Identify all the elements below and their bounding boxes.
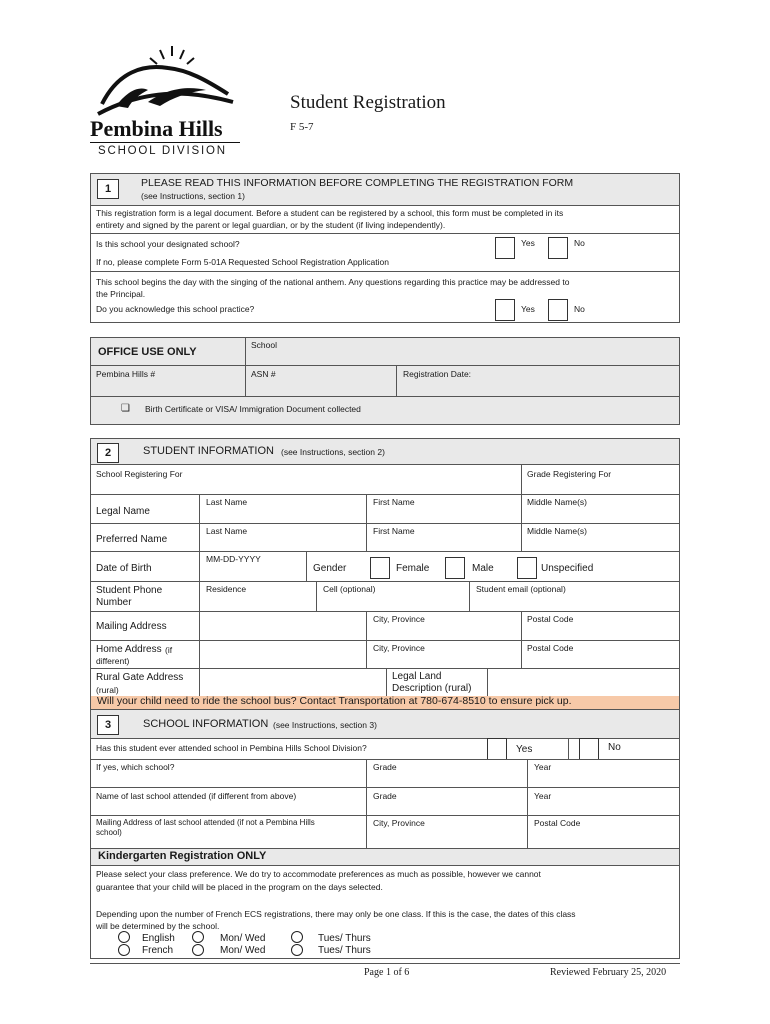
postal-code-label: Postal Code — [534, 818, 581, 828]
bus-notice — [90, 696, 680, 709]
ack-yes-checkbox[interactable] — [495, 299, 515, 321]
which-school-label: If yes, which school? — [96, 762, 175, 772]
kinder-heading: Kindergarten Registration ONLY — [98, 850, 267, 862]
logo — [88, 42, 243, 160]
rural-gate-label-2: (rural) — [96, 685, 119, 695]
year-label: Year — [534, 762, 552, 772]
mon-wed-label: Mon/ Wed — [220, 945, 266, 956]
french-monwed-radio[interactable] — [192, 944, 204, 956]
section-2-header — [91, 439, 679, 464]
pembina-number-label: Pembina Hills # — [96, 369, 156, 379]
female-label: Female — [396, 563, 430, 574]
city-province-label: City, Province — [373, 818, 425, 828]
dob-format: MM-DD-YYYY — [206, 554, 261, 564]
section-heading: STUDENT INFORMATION — [143, 445, 274, 457]
yes-label: Yes — [521, 304, 535, 314]
last-school-address-row — [91, 815, 679, 848]
section-heading: SCHOOL INFORMATION — [143, 718, 269, 730]
city-province-label: City, Province — [373, 614, 425, 624]
mailing-row — [91, 611, 679, 640]
office-school-label: School — [251, 340, 277, 350]
no-label: No — [574, 304, 585, 314]
kinder-heading-row — [91, 848, 679, 865]
postal-code-label: Postal Code — [527, 614, 574, 624]
kinder-pref-text-2: guarantee that your child will be placed in the program on the days selected. — [96, 882, 383, 892]
home-address-if: (if — [165, 645, 173, 655]
no-label: No — [608, 742, 621, 753]
male-checkbox[interactable] — [445, 557, 465, 579]
logo-hills-icon — [88, 42, 243, 122]
anthem-text-2: the Principal. — [96, 289, 146, 299]
middle-name-label: Middle Name(s) — [527, 497, 587, 507]
legal-land-label-2: Description (rural) — [392, 683, 472, 694]
mailing-label: Mailing Address — [96, 621, 167, 632]
first-name-label: First Name — [373, 526, 415, 536]
rural-gate-label: Rural Gate Address — [96, 672, 184, 683]
ack-no-checkbox[interactable] — [548, 299, 568, 321]
dob-row — [91, 551, 679, 581]
yes-label: Yes — [521, 238, 535, 248]
phone-row — [91, 581, 679, 611]
anthem-text: This school begins the day with the singing of the national anthem. Any questions regarding this practice may be addressed to — [96, 277, 570, 287]
middle-name-label: Middle Name(s) — [527, 526, 587, 536]
french-radio[interactable] — [118, 944, 130, 956]
mon-wed-label: Mon/ Wed — [220, 933, 266, 944]
last-school-address-label-2: school) — [96, 828, 122, 837]
page-number: Page 1 of 6 — [364, 967, 410, 978]
home-address-label-2: different) — [96, 656, 130, 666]
kinder-french-text-2: will be determined by the school. — [96, 921, 220, 931]
female-checkbox[interactable] — [370, 557, 390, 579]
home-address-label: Home Address — [96, 644, 162, 655]
office-heading: OFFICE USE ONLY — [98, 346, 197, 358]
section-2 — [90, 438, 680, 698]
preferred-name-label: Preferred Name — [96, 534, 168, 545]
english-tuesthurs-radio[interactable] — [291, 931, 303, 943]
registration-date-label: Registration Date: — [403, 369, 472, 379]
last-school-row — [91, 787, 679, 815]
section-3 — [90, 709, 680, 959]
document-collected-label: Birth Certificate or VISA/ Immigration Document collected — [145, 404, 361, 414]
grade-label: Grade — [373, 791, 397, 801]
designated-row — [91, 233, 679, 271]
male-label: Male — [472, 563, 494, 574]
tues-thurs-label: Tues/ Thurs — [318, 945, 371, 956]
unspecified-label: Unspecified — [541, 563, 594, 574]
legal-land-label: Legal Land — [392, 671, 442, 682]
legal-name-row — [91, 494, 679, 523]
anthem-row — [91, 271, 679, 323]
attended-yes-checkbox[interactable] — [487, 738, 507, 760]
legal-name-label: Legal Name — [96, 506, 150, 517]
section-subheading: (see Instructions, section 3) — [273, 720, 377, 730]
english-monwed-radio[interactable] — [192, 931, 204, 943]
if-no-note: If no, please complete Form 5-01A Requested School Registration Application — [96, 257, 389, 267]
english-label: English — [142, 933, 175, 944]
section-number: 2 — [97, 443, 119, 463]
document-checkbox[interactable]: ❏ — [121, 403, 130, 414]
intro-text-2: entirety and signed by the parent or legal guardian, or by the student (if living independently). — [96, 220, 446, 230]
attended-no-checkbox[interactable] — [579, 738, 599, 760]
section-1-header — [91, 174, 679, 205]
dob-label: Date of Birth — [96, 563, 152, 574]
which-school-row — [91, 759, 679, 787]
preferred-name-row — [91, 523, 679, 551]
postal-code-label: Postal Code — [527, 643, 574, 653]
asn-label: ASN # — [251, 369, 276, 379]
section-number: 1 — [97, 179, 119, 199]
cell-label: Cell (optional) — [323, 584, 376, 594]
french-tuesthurs-radio[interactable] — [291, 944, 303, 956]
tues-thurs-label: Tues/ Thurs — [318, 933, 371, 944]
school-registering-row — [91, 464, 679, 494]
ack-question: Do you acknowledge this school practice? — [96, 304, 255, 314]
section-1 — [90, 173, 680, 323]
section-number: 3 — [97, 715, 119, 735]
english-radio[interactable] — [118, 931, 130, 943]
attended-row — [91, 738, 679, 759]
city-province-label: City, Province — [373, 643, 425, 653]
org-subtitle: SCHOOL DIVISION — [98, 145, 227, 157]
last-school-address-label: Mailing Address of last school attended (if not a Pembina Hills — [96, 818, 315, 827]
attended-question: Has this student ever attended school in Pembina Hills School Division? — [96, 743, 367, 753]
phone-label: Student Phone — [96, 585, 163, 596]
designated-no-checkbox[interactable] — [548, 237, 568, 259]
grade-label: Grade — [373, 762, 397, 772]
section-subheading: (see Instructions, section 2) — [281, 447, 385, 457]
intro-row — [91, 205, 679, 233]
kinder-french-text: Depending upon the number of French ECS registrations, there may only be one class. If this is the case, the dates of this class — [96, 909, 576, 919]
french-label: French — [142, 945, 174, 956]
school-registering-label: School Registering For — [96, 469, 183, 479]
designated-question: Is this school your designated school? — [96, 239, 240, 249]
year-label: Year — [534, 791, 552, 801]
footer-divider — [90, 963, 680, 964]
org-name-underline — [90, 142, 240, 143]
intro-text: This registration form is a legal document. Before a student can be registered by a school, this form must be completed in its — [96, 208, 564, 218]
section-3-header — [91, 710, 679, 738]
grade-registering-label: Grade Registering For — [527, 469, 612, 479]
section-heading: PLEASE READ THIS INFORMATION BEFORE COMPLETING THE REGISTRATION FORM — [141, 177, 574, 189]
section-subheading: (see Instructions, section 1) — [141, 191, 245, 201]
no-label: No — [574, 238, 585, 248]
office-use-section — [90, 337, 680, 425]
org-name: Pembina Hills — [90, 116, 223, 141]
rural-gate-row — [91, 668, 679, 698]
last-name-label: Last Name — [206, 526, 248, 536]
residence-label: Residence — [206, 584, 247, 594]
page-title: Student Registration — [290, 92, 446, 113]
kinder-pref-text: Please select your class preference. We do try to accommodate preferences as much as possible, however we cannot — [96, 869, 541, 879]
first-name-label: First Name — [373, 497, 415, 507]
unspecified-checkbox[interactable] — [517, 557, 537, 579]
yes-label: Yes — [516, 744, 533, 755]
reviewed-date: Reviewed February 25, 2020 — [550, 967, 667, 978]
last-school-label: Name of last school attended (if different from above) — [96, 791, 297, 801]
phone-label-2: Number — [96, 597, 132, 608]
form-code: F 5-7 — [290, 121, 314, 133]
kinder-body — [91, 865, 679, 959]
home-address-row — [91, 640, 679, 668]
designated-yes-checkbox[interactable] — [495, 237, 515, 259]
gender-label: Gender — [313, 563, 347, 574]
email-label: Student email (optional) — [476, 584, 566, 594]
last-name-label: Last Name — [206, 497, 248, 507]
bus-notice-text: Will your child need to ride the school bus? Contact Transportation at 780-674-8510 to ensure pick up. — [97, 695, 572, 707]
